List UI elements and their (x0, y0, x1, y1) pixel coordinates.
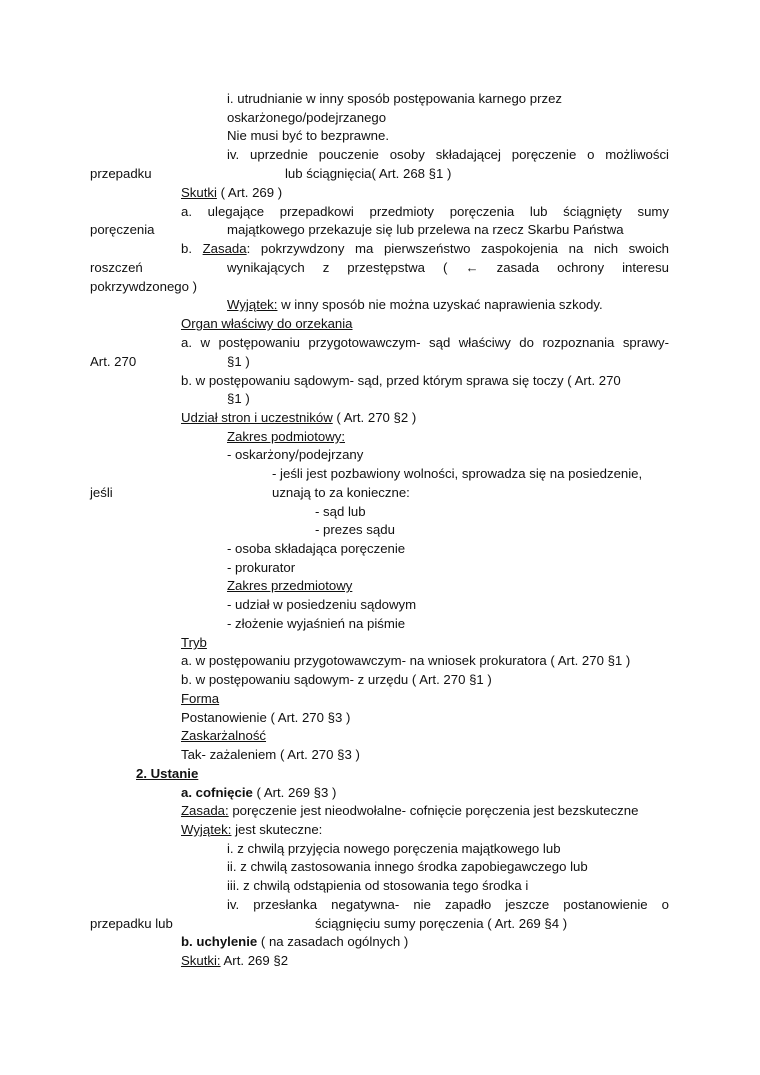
section-heading-udzial (181, 409, 416, 428)
section-heading-organ: Organ właściwy do orzekania (181, 316, 353, 331)
text-line: jeśli (90, 485, 113, 500)
text-line: poręczenia (90, 222, 155, 237)
text-line (181, 240, 669, 259)
term-bold: b. uchylenie (181, 934, 258, 949)
heading-underlined: Udział stron i uczestników (181, 410, 333, 425)
text-line: - złożenie wyjaśnień na piśmie (227, 616, 406, 631)
text-line: iv. uprzednie pouczenie osoby składającej poręczenie o możliwości (227, 147, 669, 162)
text-line: - prokurator (227, 560, 296, 575)
text-line: a. ulegające przepadkowi przedmioty poręczenia lub ściągnięty sumy (181, 204, 669, 219)
term-underlined: Zasada: (181, 803, 229, 818)
text-line: a. w postępowaniu przygotowawczym- na wniosek prokuratora ( Art. 270 §1 ) (181, 653, 631, 668)
text-line: i. utrudnianie w inny sposób postępowania karnego przez (227, 91, 563, 106)
term-underlined: Skutki: (181, 953, 221, 968)
item-text: : pokrzywdzony ma pierwszeństwo zaspokojenia na nich swoich (246, 241, 669, 256)
term-bold: a. cofnięcie (181, 785, 253, 800)
term-underlined: Wyjątek: (227, 297, 278, 312)
subheading-zakres-podmiotowy: Zakres podmiotowy: (227, 429, 345, 444)
item-text: w inny sposób nie można uzyskać naprawienia szkody. (277, 297, 603, 312)
text-line: iv. przesłanka negatywna- nie zapadło jeszcze postanowienie o (227, 897, 669, 912)
item-text: poręczenie jest nieodwołalne- cofnięcie poręczenia jest bezskuteczne (228, 803, 639, 818)
text-line (181, 784, 336, 803)
text-line: - osoba składająca poręczenie (227, 541, 406, 556)
text-line: Art. 270 (90, 354, 137, 369)
text-line: b. w postępowaniu sądowym- z urzędu ( Art. 270 §1 ) (181, 672, 492, 687)
item-text: ( na zasadach ogólnych ) (257, 934, 409, 949)
text-line: - jeśli jest pozbawiony wolności, sprowadza się na posiedzenie, (272, 466, 643, 481)
text-line: iii. z chwilą odstąpienia od stosowania tego środka i (227, 878, 529, 893)
term-underlined: Wyjątek: (181, 822, 232, 837)
item-prefix: b. (181, 241, 203, 256)
section-heading-tryb: Tryb (181, 635, 207, 650)
text-line: §1 ) (227, 391, 250, 406)
text-line: oskarżonego/podejrzanego (227, 110, 387, 125)
text-line: przepadku (90, 166, 152, 181)
section-heading-skutki (181, 184, 282, 203)
text-line: pokrzywdzonego ) (90, 279, 198, 294)
text-line: - sąd lub (315, 504, 366, 519)
text-line: Nie musi być to bezprawne. (227, 128, 389, 143)
section-heading-zaskarzalnosc: Zaskarżalność (181, 728, 267, 743)
section-heading-forma: Forma (181, 691, 220, 706)
item-text: jest skuteczne: (231, 822, 323, 837)
text-line: przepadku lub (90, 916, 173, 931)
text-line: a. w postępowaniu przygotowawczym- sąd właściwy do rozpoznania sprawy- (181, 335, 669, 350)
text-line (181, 821, 322, 840)
heading-ref: ( Art. 270 §2 ) (332, 410, 417, 425)
text-line: §1 ) (227, 354, 250, 369)
text-line (227, 296, 603, 315)
text-line: b. w postępowaniu sądowym- sąd, przed którym sprawa się toczy ( Art. 270 (181, 373, 621, 388)
text-line: uznają to za konieczne: (272, 485, 410, 500)
text-line: roszczeń (90, 260, 143, 275)
heading-ref: ( Art. 269 ) (216, 185, 283, 200)
term-underlined: Zasada (202, 241, 247, 256)
text-line (181, 802, 638, 821)
text-line: wynikających z przestępstwa ( ← zasada ochrony interesu (227, 260, 669, 275)
text-line: ii. z chwilą zastosowania innego środka zapobiegawczego lub (227, 859, 588, 874)
text-line: lub ściągnięcia( Art. 268 §1 ) (285, 166, 452, 181)
text-line: - udział w posiedzeniu sądowym (227, 597, 417, 612)
text-line: - prezes sądu (315, 522, 395, 537)
section-heading-ustanie: 2. Ustanie (136, 766, 199, 781)
item-text: ( Art. 269 §3 ) (252, 785, 337, 800)
text-line: ściągnięciu sumy poręczenia ( Art. 269 §4 ) (315, 916, 568, 931)
text-line: i. z chwilą przyjęcia nowego poręczenia majątkowego lub (227, 841, 561, 856)
text-line (181, 952, 288, 971)
heading-underlined: Skutki (181, 185, 217, 200)
subheading-zakres-przedmiotowy: Zakres przedmiotowy (227, 578, 353, 593)
text-line: Postanowienie ( Art. 270 §3 ) (181, 710, 351, 725)
text-line: majątkowego przekazuje się lub przelewa na rzecz Skarbu Państwa (227, 222, 624, 237)
item-text: Art. 269 §2 (220, 953, 289, 968)
text-line: - oskarżony/podejrzany (227, 447, 364, 462)
text-line: Tak- zażaleniem ( Art. 270 §3 ) (181, 747, 360, 762)
text-line (181, 933, 408, 952)
